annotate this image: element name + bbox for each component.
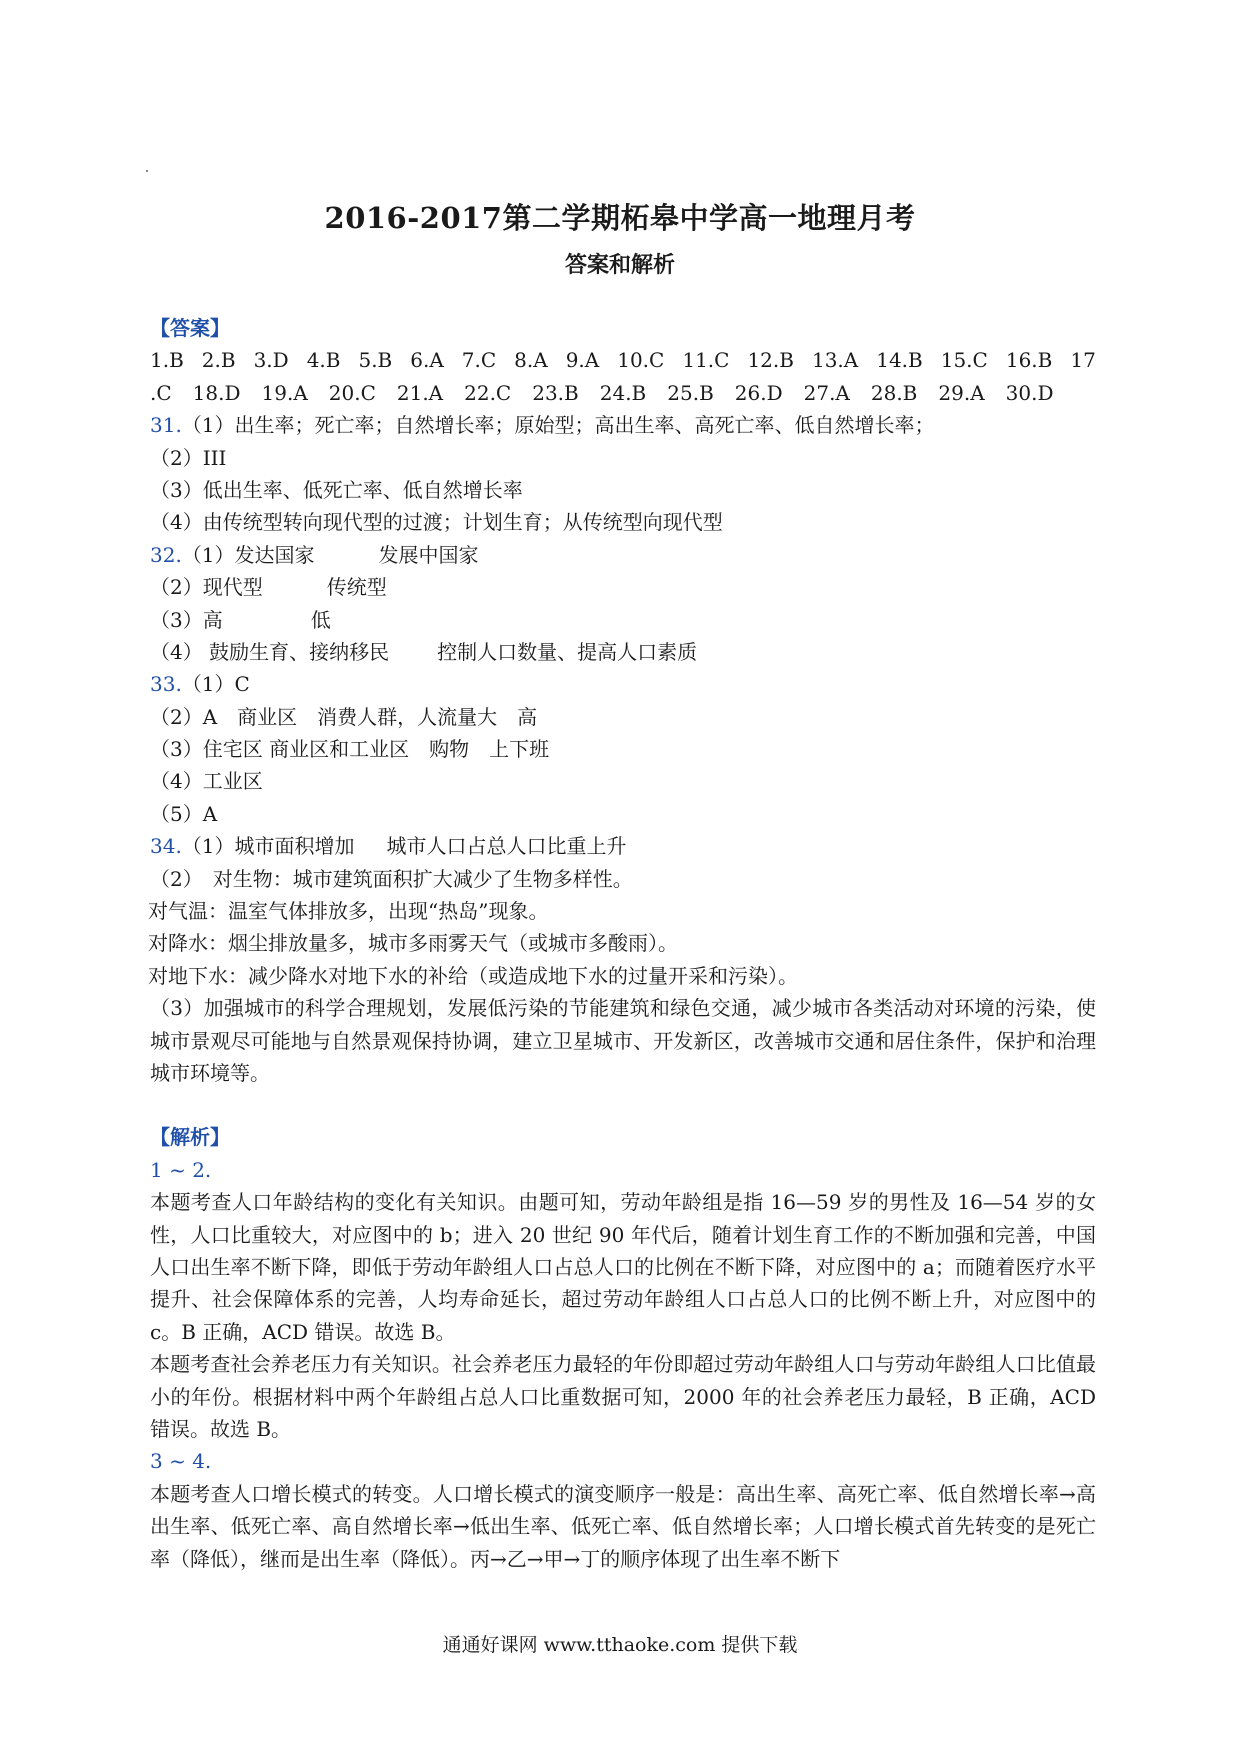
- mc-answer: 5.B: [358, 348, 393, 373]
- q31-part1: [150, 409, 1096, 441]
- q33-part4: （4）工业区: [150, 769, 263, 794]
- q31-part4: （4）由传统型转向现代型的过渡；计划生育；从传统型向现代型: [150, 510, 723, 535]
- q33-part2: （2）A 商业区 消费人群，人流量大 高: [150, 704, 538, 729]
- mc-answers-row-2: [150, 377, 1096, 409]
- mc-answer: 21.A: [396, 380, 444, 405]
- q32-part4: [150, 636, 1096, 668]
- q34-part2: （2） 对生物：城市建筑面积扩大减少了生物多样性。: [150, 866, 633, 891]
- q31-part2: （2）III: [150, 445, 227, 470]
- mc-answer: 6.A: [410, 348, 444, 373]
- mc-answer: 10.C: [617, 348, 665, 373]
- q34-part5: 对地下水：减少降水对地下水的补给（或造成地下水的过量开采和污染）。: [148, 963, 798, 988]
- q32-part1: [150, 539, 1096, 571]
- page-title: 2016-2017第二学期柘皋中学高一地理月考: [324, 201, 916, 235]
- answer-heading: 【答案】: [150, 316, 230, 340]
- mc-answer: 28.B: [870, 380, 918, 405]
- mc-answer: 11.C: [682, 348, 730, 373]
- analysis-3-4-para1: 本题考查人口增长模式的转变。人口增长模式的演变顺序一般是：高出生率、高死亡率、低自然增长率→高出生率、低死亡率、高自然增长率→低出生率、低死亡率、低自然增长率；人口增长模式首先转变的是死亡率（降低），继而是出生率（降低）。丙→乙→甲→丁的顺序体现了出生率不断下: [150, 1481, 1096, 1571]
- scan-speck: [146, 170, 148, 172]
- mc-answer: 29.A: [938, 380, 985, 405]
- mc-answer: 4.B: [306, 348, 341, 373]
- analysis-label-1-2: 1 ~ 2.: [150, 1157, 212, 1182]
- mc-answer: 25.B: [667, 380, 714, 405]
- mc-answer: 16.B: [1005, 348, 1053, 373]
- answer-text: （1）C: [181, 672, 250, 697]
- analysis-1-2-para1: 本题考查人口年龄结构的变化有关知识。由题可知，劳动年龄组是指 16—59 岁的男性及 16—54 岁的女性，人口比重较大，对应图中的 b；进入 20 世纪 90 年代后，随着计划生育工作的不断加强和完善，中国人口出生率不断下降，即低于劳动年龄组人口占总人口的比例在不断下降，对应图中的 a；而随着医疗水平提升、社会保障体系的完善，人均寿命延长，超过劳动年龄组人口占总人口的比例不断上升，对应图中的 c。B 正确，ACD 错误。故选 B。: [150, 1190, 1096, 1344]
- mc-answer: 23.B: [532, 380, 579, 405]
- mc-answer: 17: [1070, 348, 1096, 373]
- analysis-heading: 【解析】: [150, 1125, 230, 1150]
- mc-answer: 13.A: [811, 348, 859, 373]
- analysis-label-3-4: 3 ~ 4.: [150, 1449, 212, 1474]
- answer-text: 控制人口数量、提高人口素质: [437, 639, 698, 664]
- mc-answer: 27.A: [803, 380, 850, 405]
- mc-answer: 8.A: [514, 348, 548, 373]
- answer-text: 发展中国家: [378, 542, 479, 567]
- mc-answer: 12.B: [747, 348, 794, 373]
- mc-answer: 7.C: [461, 348, 497, 373]
- answer-text: （3）高: [150, 607, 223, 632]
- page-subtitle: 答案和解析: [564, 252, 675, 278]
- mc-answer: 30.D: [1005, 380, 1054, 405]
- mc-answer: 1.B: [150, 348, 184, 373]
- question-number: 31.: [150, 413, 182, 438]
- answer-text: （1）出生率；死亡率；自然增长率；原始型；高出生率、高死亡率、低自然增长率；: [181, 413, 935, 438]
- q34-part6: （3）加强城市的科学合理规划，发展低污染的节能建筑和绿色交通，减少城市各类活动对环境的污染，使城市景观尽可能地与自然景观保持协调，建立卫星城市、开发新区，改善城市交通和居住条件，保护和治理城市环境等。: [150, 996, 1096, 1086]
- analysis-1-2-para2: 本题考查社会养老压力有关知识。社会养老压力最轻的年份即超过劳动年龄组人口与劳动年龄组人口比值最小的年份。根据材料中两个年龄组占总人口比重数据可知，2000 年的社会养老压力最轻，B 正确，ACD 错误。故选 B。: [150, 1352, 1096, 1442]
- question-number: 34.: [150, 834, 182, 859]
- mc-answers-row-1: [150, 344, 1096, 376]
- document-body: [150, 312, 1096, 1575]
- mc-answer: 9.A: [565, 348, 600, 373]
- mc-answer: 22.C: [464, 380, 512, 405]
- answer-text: （4） 鼓励生育、接纳移民: [150, 639, 390, 664]
- mc-answer: 19.A: [261, 380, 308, 405]
- mc-answer: 20.C: [328, 380, 376, 405]
- mc-answer: 14.B: [876, 348, 923, 373]
- q33-part5: （5）A: [150, 801, 218, 826]
- question-number: 33.: [150, 672, 182, 697]
- q33-part1: [150, 668, 1096, 700]
- mc-answer: 15.C: [940, 348, 988, 373]
- question-number: 32.: [150, 542, 182, 567]
- mc-answer: 2.B: [201, 348, 236, 373]
- q34-part4: 对降水：烟尘排放量多，城市多雨雾天气（或城市多酸雨）。: [148, 931, 678, 956]
- answer-text: （2）现代型: [150, 575, 263, 600]
- mc-answer: 26.D: [734, 380, 783, 405]
- answer-text: 城市人口占总人口比重上升: [386, 834, 627, 859]
- mc-answer: .C: [150, 380, 172, 405]
- answer-text: 低: [310, 607, 331, 632]
- q32-part3: [150, 604, 1096, 636]
- page-footer: 通通好课网 www.tthaoke.com 提供下载: [442, 1634, 798, 1656]
- mc-answer: 18.D: [192, 380, 241, 405]
- q34-part3: 对气温：温室气体排放多，出现“热岛”现象。: [148, 899, 549, 924]
- q32-part2: [150, 571, 1096, 603]
- q31-part3: （3）低出生率、低死亡率、低自然增长率: [150, 477, 523, 502]
- mc-answer: 24.B: [599, 380, 647, 405]
- answer-text: （1）发达国家: [181, 542, 315, 567]
- answer-text: （1）城市面积增加: [181, 834, 355, 859]
- q34-part1: [150, 830, 1096, 862]
- q33-part3: （3）住宅区 商业区和工业区 购物 上下班: [150, 737, 550, 762]
- answer-text: 传统型: [326, 575, 387, 600]
- mc-answer: 3.D: [253, 348, 289, 373]
